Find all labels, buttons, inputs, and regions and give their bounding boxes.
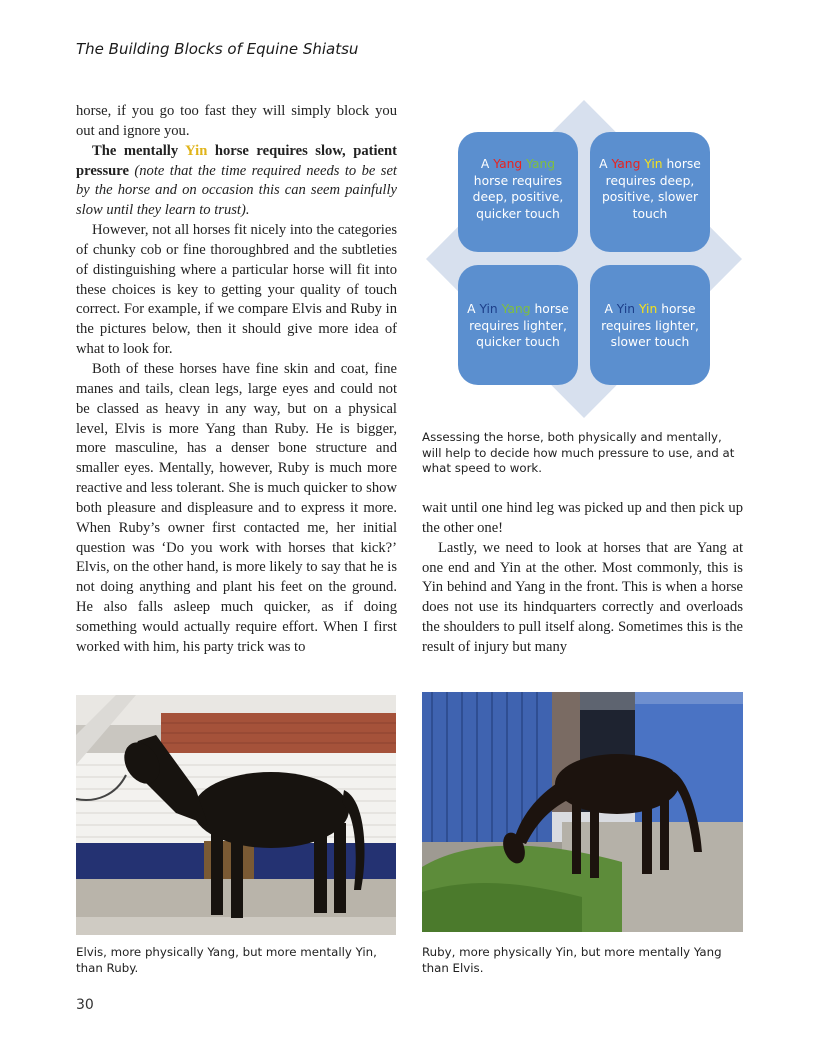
paragraph	[76, 142, 397, 221]
paragraph: wait until one hind leg was picked up and then pick up the other one!	[422, 500, 743, 536]
elvis-caption: Elvis, more physically Yang, but more mentally Yin, than Ruby.	[76, 945, 377, 975]
italic-note: (note that the time required needs to be set by the horse and on occasion this can seem painfully slow until they learn to trust).	[76, 162, 397, 219]
yin-yin-box: A Yin Yin horse requires lighter, slower touch	[590, 265, 710, 385]
right-text-column	[422, 499, 743, 658]
bold-lead: The mentally	[92, 142, 186, 159]
page-number: 30	[76, 997, 94, 1013]
ruby-horse-image	[422, 692, 743, 932]
elvis-horse-image	[76, 695, 396, 935]
diagram-caption: Assessing the horse, both physically and mentally, will help to decide how much pressure to use, and at what speed to work.	[422, 430, 735, 475]
paragraph: Both of these horses have fine skin and coat, fine manes and tails, clean legs, large eyes and could not be classed as heavy in any way, but on a physical level, Elvis is more Yang than Ruby. He is bigger, more masculine, has a denser bone structure and smaller eyes. Mentally, however, Ruby is much more reactive and less tolerant. She is much quicker to show both pleasure and displeasure and to express it more. When Ruby’s owner first contacted me, her initial question was ‘Do you work with horses that kick?’ Elvis, on the other hand, is more likely to say that he is not doing anything and plant his feet on the ground. He also falls asleep much quicker, as if doing something would actually require effort. When I first worked with him, his party trick was to	[76, 360, 398, 655]
paragraph: horse, if you go too fast they will simply block you out and ignore you.	[76, 103, 397, 139]
yin-yang-diagram	[426, 100, 742, 418]
elvis-photo	[76, 695, 396, 935]
paragraph: However, not all horses fit nicely into the categories of chunky cob or fine thoroughbred and the subtleties of distinguishing where a particular horse will fit into these choices is key to getting your quality of touch correct. For example, if we compare Elvis and Ruby in the pictures below, then it should give more idea of what to look for.	[76, 222, 397, 358]
yang-yang-box: A Yang Yang horse requires deep, positive, quicker touch	[458, 132, 578, 252]
yin-yang-box: A Yin Yang horse requires lighter, quicker touch	[458, 265, 578, 385]
bold-lead: horse requires slow, patient pressure	[76, 142, 398, 179]
paragraph: Lastly, we need to look at horses that are Yang at one end and Yin at the other. Most commonly, this is Yin behind and Yang in the front. This is when a horse does not use its hindquarters correctly and overloads the shoulders to pull itself along. Sometimes this is the result of injury but many	[422, 539, 743, 655]
ruby-photo	[422, 692, 743, 932]
yang-yin-box: A Yang Yin horse requires deep, positive, slower touch	[590, 132, 710, 252]
left-text-column	[76, 102, 397, 658]
running-header: The Building Blocks of Equine Shiatsu	[76, 40, 359, 58]
yin-highlight: Yin	[185, 142, 208, 159]
ruby-caption: Ruby, more physically Yin, but more mentally Yang than Elvis.	[422, 945, 722, 975]
